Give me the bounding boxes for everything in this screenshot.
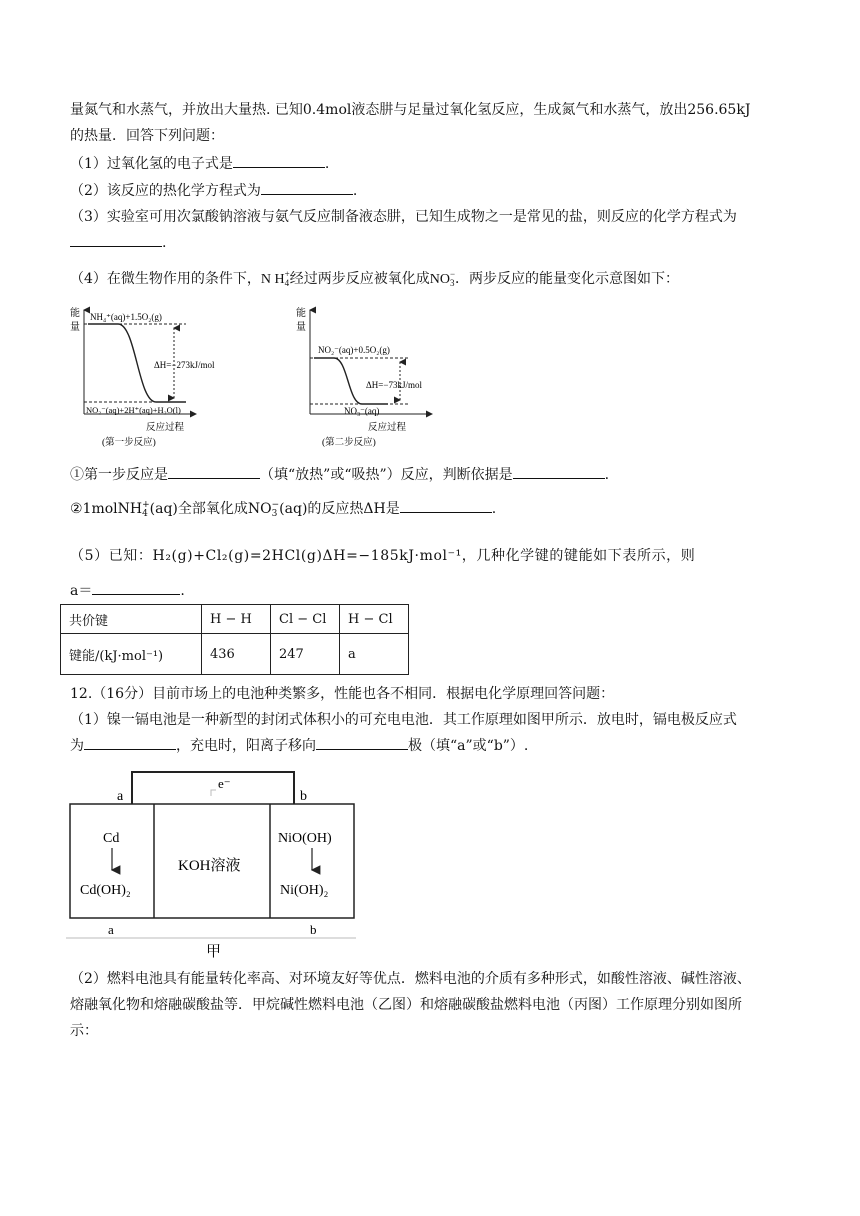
period: . <box>604 467 610 483</box>
external-wire <box>132 772 294 804</box>
question-4-mid: 经过两步反应被氧化成 <box>289 271 430 287</box>
question-12-1-line-1: （1）镍一镉电池是一种新型的封闭式体积小的可充电电池．其工作原理如图甲所示．放电时，镉电极反应式 <box>70 712 737 728</box>
answer-blank[interactable] <box>168 464 260 479</box>
y-axis-label-bottom: 量 <box>70 322 80 333</box>
reactant-label: NH₄⁺(aq)+1.5O₂(g) <box>90 312 162 322</box>
question-4-suffix: ．两步反应的能量变化示意图如下： <box>455 271 680 287</box>
question-2-text: （2）该反应的热化学方程式为 <box>70 183 261 199</box>
energy-diagram-step2 <box>292 302 452 450</box>
question-4-2-text-c: (aq)的反应热ΔH是 <box>279 501 400 517</box>
nio-reactant: NiO(OH) <box>278 831 332 846</box>
question-12: 12.（16分）目前市场上的电池种类繁多，性能也各不相同．根据电化学原理回答问题： <box>70 686 615 702</box>
period: . <box>180 583 185 599</box>
question-4 <box>70 268 679 291</box>
product-label: NO₃⁻(aq) <box>344 406 380 416</box>
question-12-1-line-2 <box>70 735 528 757</box>
answer-blank[interactable] <box>92 580 180 595</box>
caption: (第一步反应) <box>102 438 156 448</box>
terminal-b-label: b <box>300 789 307 804</box>
electrolyte-label: KOH溶液 <box>178 858 241 874</box>
table-header: H − Cl <box>340 605 409 634</box>
a-equals: a＝ <box>70 583 93 599</box>
question-4-prefix: （4）在微生物作用的条件下， <box>70 271 261 287</box>
question-4-1-text-b: （填“放热”或“吸热”）反应，判断依据是 <box>260 467 513 483</box>
answer-blank[interactable] <box>70 232 162 247</box>
answer-blank[interactable] <box>233 153 325 168</box>
y-axis-label-bottom: 量 <box>296 322 306 333</box>
answer-blank[interactable] <box>513 464 605 479</box>
cd-product: Cd(OH)₂ <box>80 883 131 898</box>
question-12-2-line-2: 熔融氧化物和熔融碳酸盐等．甲烷碱性燃料电池（乙图）和熔融碳酸盐燃料电池（丙图）工作原理分别如图所 <box>70 997 742 1013</box>
question-1-text: （1）过氧化氢的电子式是 <box>70 156 233 172</box>
answer-blank[interactable] <box>261 180 353 195</box>
question-12-2-line-3: 示： <box>70 1023 98 1039</box>
x-axis-label: 反应过程 <box>146 423 185 433</box>
electrode-b-bottom-label: b <box>310 922 317 937</box>
answer-blank[interactable] <box>400 498 492 513</box>
period: . <box>162 235 167 251</box>
question-2 <box>70 180 357 202</box>
text-b: ，充电时，阳离子移向 <box>176 738 316 754</box>
question-3-answer-line <box>70 232 166 254</box>
question-4-2-text-a: ②1molNH <box>70 501 143 517</box>
question-5: （5）已知：H₂(g)+Cl₂(g)=2HCl(g)ΔH=−185kJ·mol⁻¹，几种化学键的键能如下表所示，则 <box>70 548 696 564</box>
battery-diagram <box>66 766 362 962</box>
table-header: Cl − Cl <box>271 605 340 634</box>
intro-line-1: 量氮气和水蒸气，并放出大量热. 已知0.4mol液态肼与足量过氧化氢反应，生成氮气和水蒸气，放出256.65kJ <box>70 102 751 118</box>
x-axis-label: 反应过程 <box>368 423 407 433</box>
energy-diagram-step1 <box>66 302 256 450</box>
nitrate-formula: NO− 3 <box>429 269 456 288</box>
intro-line-2: 的热量．回答下列问题： <box>70 128 224 144</box>
table-cell: 247 <box>271 634 340 675</box>
flow-mark <box>211 790 216 796</box>
y-axis-label-top: 能 <box>70 308 80 319</box>
text-a: 为 <box>70 738 84 754</box>
answer-blank[interactable] <box>316 735 408 750</box>
question-4-2: ②1molNH+ 4 (aq)全部氧化成NO− 3 (aq)的反应热ΔH是 . <box>70 500 497 519</box>
question-3: （3）实验室可用次氯酸钠溶液与氨气反应制备液态肼，已知生成物之一是常见的盐，则反应的化学方程式为 <box>70 209 737 225</box>
table-row-label: 键能/(kJ·mol⁻¹) <box>61 634 202 675</box>
question-5-answer-line <box>70 580 185 602</box>
cd-reactant: Cd <box>103 831 120 846</box>
period: . <box>352 183 358 199</box>
period: . <box>324 156 330 172</box>
table-header: 共价键 <box>61 605 202 634</box>
question-4-2-text-b: (aq)全部氧化成NO <box>149 501 272 517</box>
question-12-2-line-1: （2）燃料电池具有能量转化率高、对环境友好等优点．燃料电池的介质有多种形式，如酸性溶液、碱性溶液、 <box>70 971 751 987</box>
table-cell: a <box>340 634 409 675</box>
delta-h-label: ΔH=−273kJ/mol <box>154 360 215 370</box>
period: . <box>491 501 497 517</box>
bond-energy-table <box>60 604 409 675</box>
product-label: NO₂⁻(aq)+2H⁺(aq)+H₂O(l) <box>86 405 181 415</box>
caption: (第二步反应) <box>322 438 376 448</box>
terminal-a-label: a <box>117 789 124 804</box>
figure-caption: 甲 <box>206 944 222 960</box>
ammonium-formula: N H+ 4 <box>260 269 290 288</box>
electron-label: e⁻ <box>218 776 231 791</box>
answer-blank[interactable] <box>84 735 176 750</box>
question-1 <box>70 153 329 175</box>
delta-h-label: ΔH=−73kJ/mol <box>366 380 422 390</box>
y-axis-label-top: 能 <box>296 308 306 319</box>
question-4-1 <box>70 464 609 486</box>
text-c: 极（填“a”或“b”）. <box>408 738 529 754</box>
reactant-label: NO₂⁻(aq)+0.5O₂(g) <box>318 345 390 355</box>
table-header: H − H <box>202 605 271 634</box>
ni-product: Ni(OH)₂ <box>280 883 329 898</box>
table-cell: 436 <box>202 634 271 675</box>
question-4-1-text-a: ①第一步反应是 <box>70 467 168 483</box>
electrode-a-bottom-label: a <box>108 922 114 937</box>
